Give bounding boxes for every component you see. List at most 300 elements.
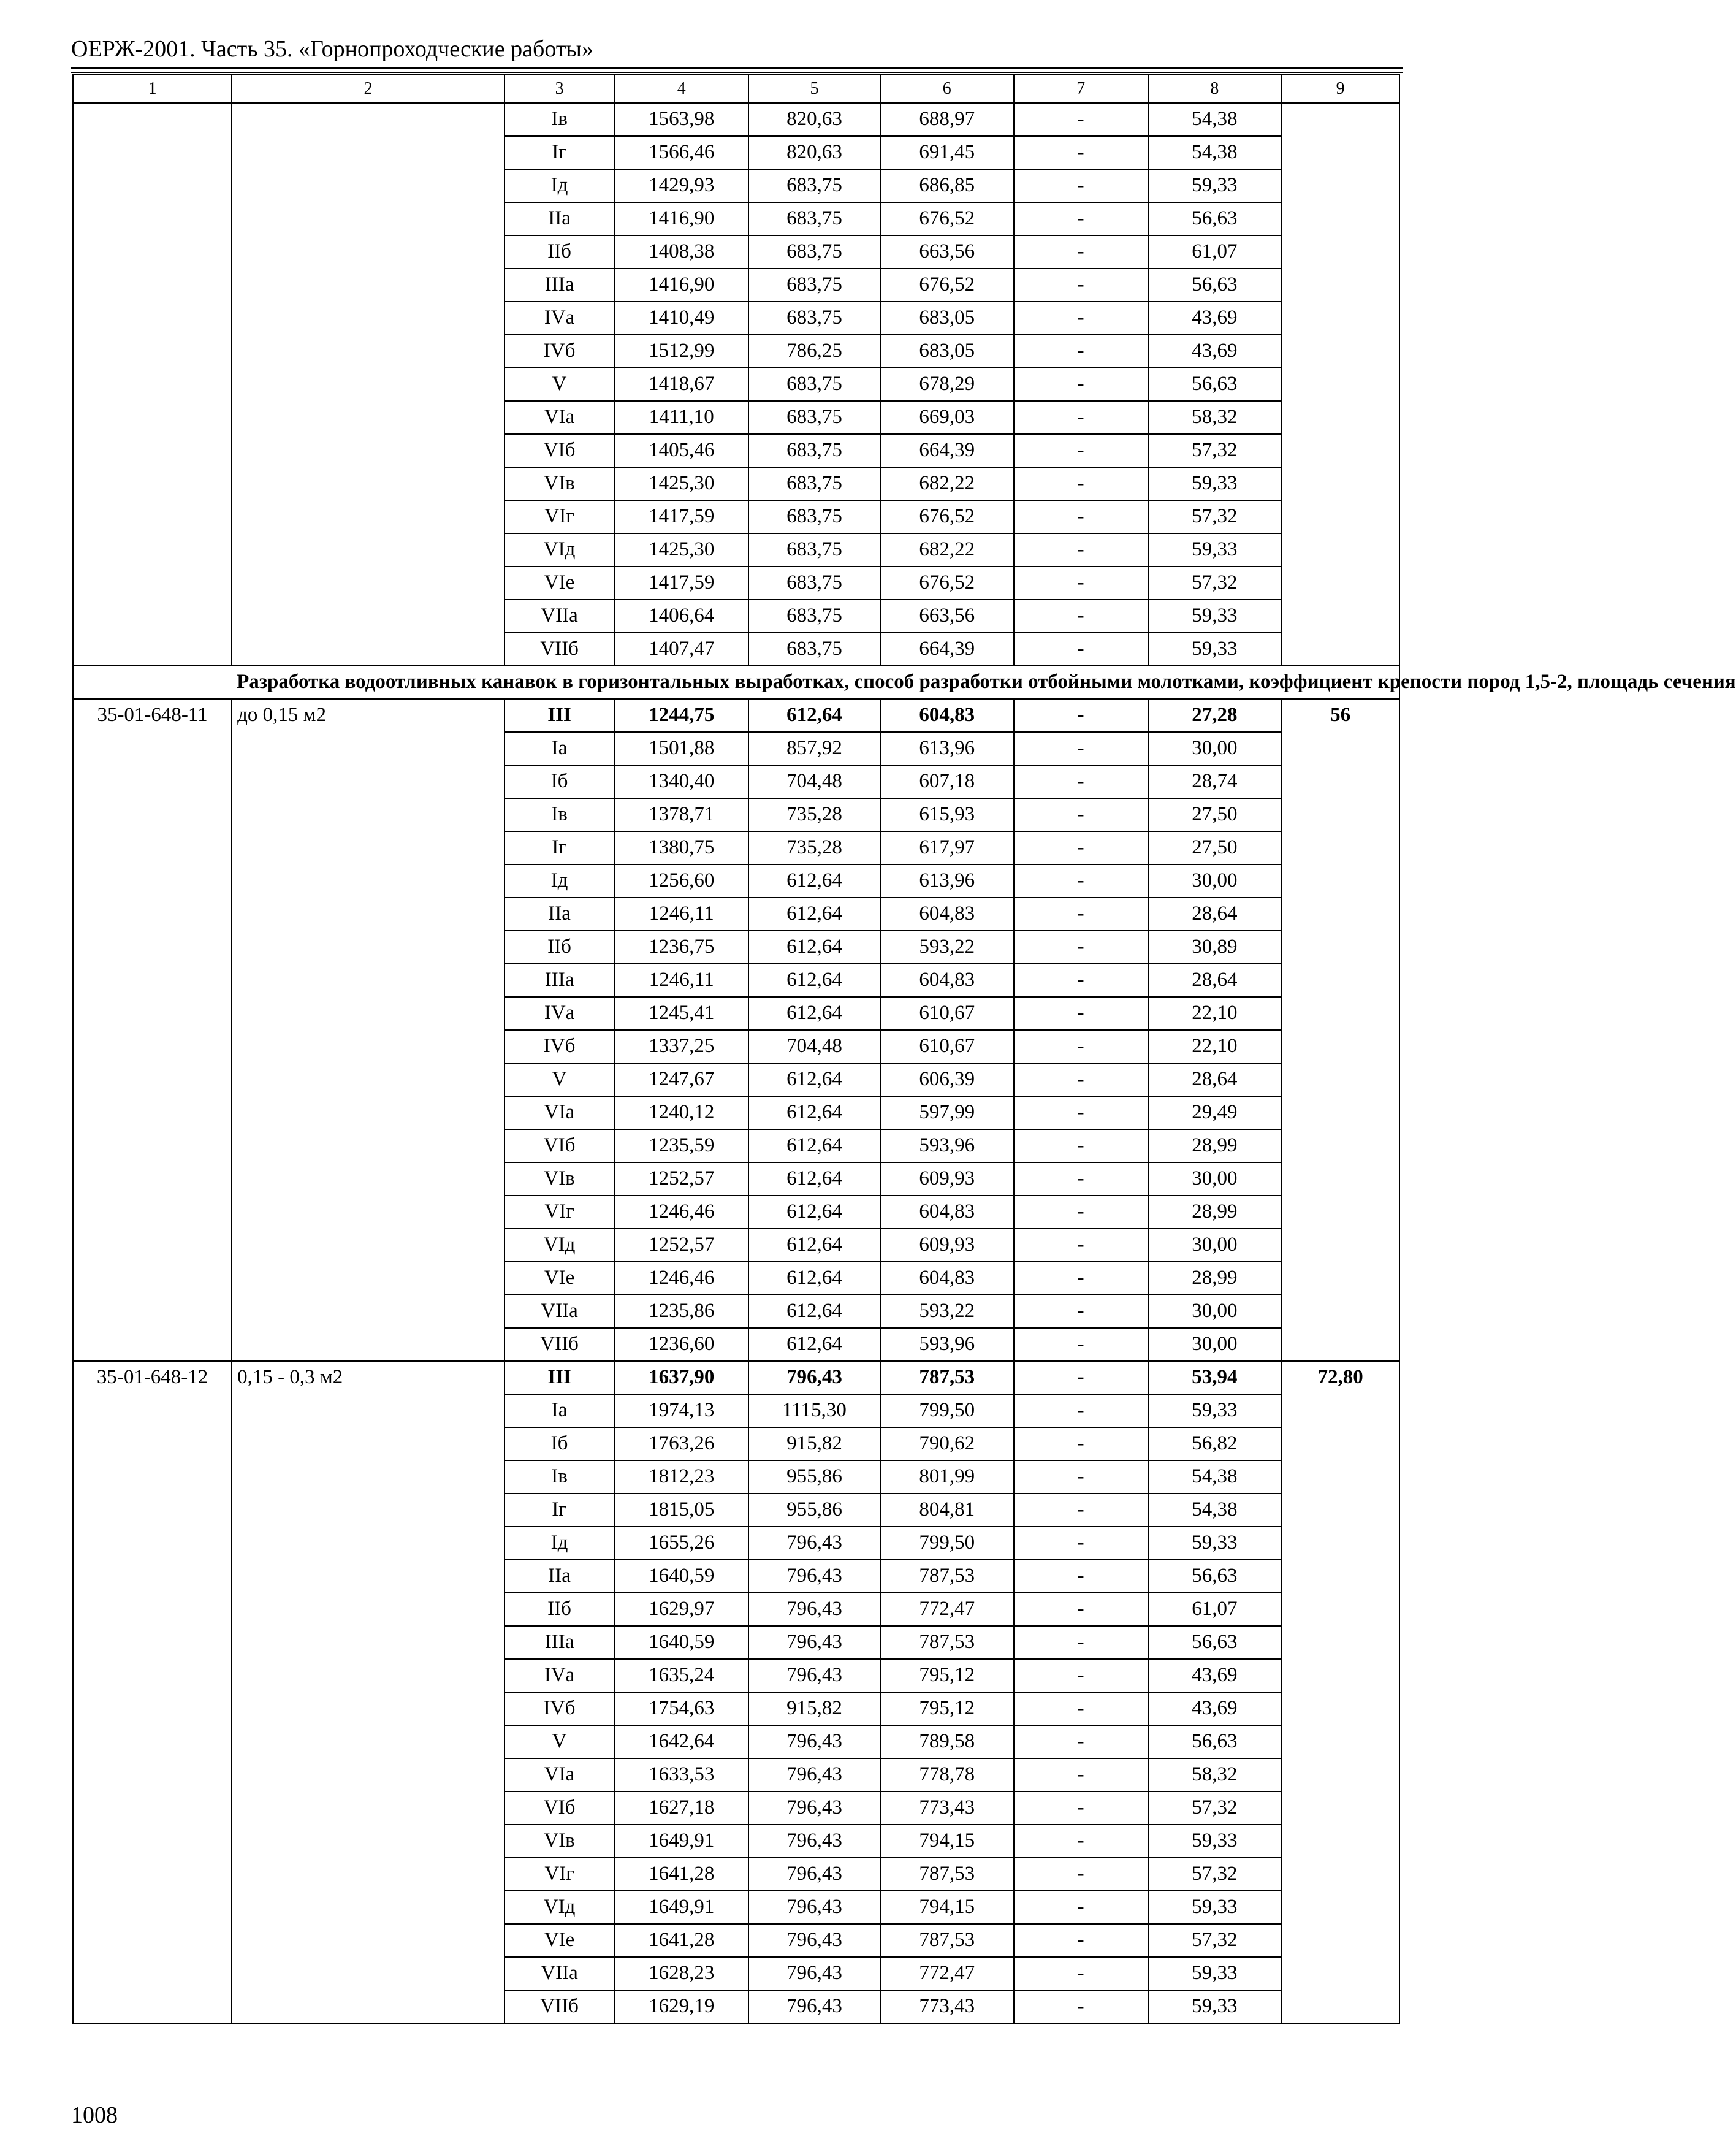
labor-cell: 56,63	[1148, 1725, 1282, 1758]
wages-cell: 683,75	[748, 202, 880, 235]
labor-cell: 59,33	[1148, 1891, 1282, 1924]
machines-cell: 790,62	[880, 1427, 1014, 1460]
labor-cell: 30,00	[1148, 1162, 1282, 1196]
wages-cell: 796,43	[748, 1626, 880, 1659]
total-cost-cell: 1637,90	[614, 1361, 748, 1394]
labor-cell: 56,63	[1148, 269, 1282, 302]
labor-cell: 54,38	[1148, 103, 1282, 136]
category-cell: IVб	[504, 1030, 614, 1063]
machines-cell: 789,58	[880, 1725, 1014, 1758]
materials-cell: -	[1014, 1659, 1148, 1692]
total-cost-cell: 1815,05	[614, 1494, 748, 1527]
item-col9: 72,80	[1281, 1361, 1399, 2023]
machines-cell: 663,56	[880, 235, 1014, 269]
category-cell: VIа	[504, 401, 614, 434]
category-cell: IIа	[504, 202, 614, 235]
labor-cell: 30,00	[1148, 1295, 1282, 1328]
category-cell: VIг	[504, 500, 614, 533]
category-cell: Iв	[504, 798, 614, 831]
materials-cell: -	[1014, 798, 1148, 831]
category-cell: VIв	[504, 1162, 614, 1196]
wages-cell: 796,43	[748, 1361, 880, 1394]
machines-cell: 795,12	[880, 1692, 1014, 1725]
category-cell: VIе	[504, 567, 614, 600]
machines-cell: 799,50	[880, 1394, 1014, 1427]
machines-cell: 593,22	[880, 931, 1014, 964]
labor-cell: 61,07	[1148, 235, 1282, 269]
category-cell: VIд	[504, 533, 614, 567]
machines-cell: 787,53	[880, 1361, 1014, 1394]
total-cost-cell: 1629,19	[614, 1990, 748, 2023]
category-cell: IVб	[504, 1692, 614, 1725]
category-cell: V	[504, 1063, 614, 1096]
wages-cell: 683,75	[748, 401, 880, 434]
category-cell: IVа	[504, 1659, 614, 1692]
labor-cell: 57,32	[1148, 1858, 1282, 1891]
wages-cell: 612,64	[748, 864, 880, 898]
labor-cell: 57,32	[1148, 567, 1282, 600]
total-cost-cell: 1246,46	[614, 1196, 748, 1229]
machines-cell: 787,53	[880, 1924, 1014, 1957]
labor-cell: 56,63	[1148, 1626, 1282, 1659]
machines-cell: 773,43	[880, 1791, 1014, 1825]
labor-cell: 53,94	[1148, 1361, 1282, 1394]
table-row	[73, 103, 1399, 136]
wages-cell: 683,75	[748, 235, 880, 269]
category-cell: IIа	[504, 898, 614, 931]
column-number: 1	[73, 75, 232, 103]
name-cell	[232, 103, 504, 666]
total-cost-cell: 1754,63	[614, 1692, 748, 1725]
materials-cell: -	[1014, 898, 1148, 931]
materials-cell: -	[1014, 1891, 1148, 1924]
materials-cell: -	[1014, 1560, 1148, 1593]
machines-cell: 604,83	[880, 1196, 1014, 1229]
category-cell: Iд	[504, 1527, 614, 1560]
materials-cell: -	[1014, 1030, 1148, 1063]
machines-cell: 683,05	[880, 335, 1014, 368]
materials-cell: -	[1014, 434, 1148, 467]
materials-cell: -	[1014, 1758, 1148, 1791]
item-code: 35-01-648-12	[73, 1361, 232, 2023]
machines-cell: 772,47	[880, 1957, 1014, 1990]
labor-cell: 57,32	[1148, 1791, 1282, 1825]
materials-cell: -	[1014, 1494, 1148, 1527]
total-cost-cell: 1244,75	[614, 699, 748, 732]
wages-cell: 612,64	[748, 964, 880, 997]
category-cell: VIа	[504, 1096, 614, 1129]
total-cost-cell: 1407,47	[614, 633, 748, 666]
materials-cell: -	[1014, 1162, 1148, 1196]
total-cost-cell: 1406,64	[614, 600, 748, 633]
total-cost-cell: 1627,18	[614, 1791, 748, 1825]
materials-cell: -	[1014, 1924, 1148, 1957]
total-cost-cell: 1418,67	[614, 368, 748, 401]
labor-cell: 61,07	[1148, 1593, 1282, 1626]
machines-cell: 787,53	[880, 1858, 1014, 1891]
materials-cell: -	[1014, 1361, 1148, 1394]
wages-cell: 683,75	[748, 302, 880, 335]
machines-cell: 607,18	[880, 765, 1014, 798]
materials-cell: -	[1014, 997, 1148, 1030]
category-cell: VIе	[504, 1924, 614, 1957]
wages-cell: 704,48	[748, 765, 880, 798]
labor-cell: 27,50	[1148, 831, 1282, 864]
wages-cell: 683,75	[748, 633, 880, 666]
category-cell: Iд	[504, 169, 614, 202]
machines-cell: 683,05	[880, 302, 1014, 335]
category-cell: VIд	[504, 1229, 614, 1262]
labor-cell: 28,74	[1148, 765, 1282, 798]
materials-cell: -	[1014, 732, 1148, 765]
materials-cell: -	[1014, 1990, 1148, 2023]
machines-cell: 606,39	[880, 1063, 1014, 1096]
item-col9: 56	[1281, 699, 1399, 1361]
wages-cell: 612,64	[748, 1196, 880, 1229]
materials-cell: -	[1014, 1196, 1148, 1229]
wages-cell: 735,28	[748, 798, 880, 831]
category-cell: Iг	[504, 1494, 614, 1527]
wages-cell: 796,43	[748, 1924, 880, 1957]
wages-cell: 796,43	[748, 1560, 880, 1593]
machines-cell: 682,22	[880, 467, 1014, 500]
machines-cell: 773,43	[880, 1990, 1014, 2023]
total-cost-cell: 1378,71	[614, 798, 748, 831]
wages-cell: 820,63	[748, 103, 880, 136]
category-cell: VIв	[504, 467, 614, 500]
labor-cell: 57,32	[1148, 500, 1282, 533]
category-cell: V	[504, 1725, 614, 1758]
total-cost-cell: 1411,10	[614, 401, 748, 434]
materials-cell: -	[1014, 202, 1148, 235]
machines-cell: 794,15	[880, 1825, 1014, 1858]
wages-cell: 683,75	[748, 269, 880, 302]
total-cost-cell: 1337,25	[614, 1030, 748, 1063]
labor-cell: 27,28	[1148, 699, 1282, 732]
section-heading-blank	[73, 666, 232, 699]
materials-cell: -	[1014, 633, 1148, 666]
machines-cell: 615,93	[880, 798, 1014, 831]
category-cell: IIIа	[504, 964, 614, 997]
item-name: 0,15 - 0,3 м2	[232, 1361, 504, 2023]
labor-cell: 30,00	[1148, 732, 1282, 765]
materials-cell: -	[1014, 1957, 1148, 1990]
materials-cell: -	[1014, 567, 1148, 600]
category-cell: V	[504, 368, 614, 401]
wages-cell: 796,43	[748, 1659, 880, 1692]
wages-cell: 612,64	[748, 1262, 880, 1295]
machines-cell: 795,12	[880, 1659, 1014, 1692]
machines-cell: 799,50	[880, 1527, 1014, 1560]
machines-cell: 613,96	[880, 864, 1014, 898]
total-cost-cell: 1410,49	[614, 302, 748, 335]
total-cost-cell: 1246,11	[614, 898, 748, 931]
materials-cell: -	[1014, 467, 1148, 500]
item-code: 35-01-648-11	[73, 699, 232, 1361]
wages-cell: 915,82	[748, 1692, 880, 1725]
category-cell: VIд	[504, 1891, 614, 1924]
wages-cell: 820,63	[748, 136, 880, 169]
category-cell: VIв	[504, 1825, 614, 1858]
materials-cell: -	[1014, 1394, 1148, 1427]
machines-cell: 610,67	[880, 1030, 1014, 1063]
wages-cell: 955,86	[748, 1494, 880, 1527]
total-cost-cell: 1417,59	[614, 567, 748, 600]
machines-cell: 593,96	[880, 1129, 1014, 1162]
total-cost-cell: 1641,28	[614, 1924, 748, 1957]
materials-cell: -	[1014, 1063, 1148, 1096]
labor-cell: 30,89	[1148, 931, 1282, 964]
total-cost-cell: 1649,91	[614, 1891, 748, 1924]
wages-cell: 683,75	[748, 567, 880, 600]
labor-cell: 30,00	[1148, 1328, 1282, 1361]
total-cost-cell: 1236,75	[614, 931, 748, 964]
section-heading: Разработка водоотливных канавок в горизонтальных выработках, способ разработки отбойными молотками, коэффициент крепости пород 1,5-2, площадь сечения	[232, 666, 1399, 699]
wages-cell: 955,86	[748, 1460, 880, 1494]
machines-cell: 664,39	[880, 434, 1014, 467]
running-header: ОЕРЖ-2001. Часть 35. «Горнопроходческие работы»	[71, 36, 593, 62]
total-cost-cell: 1416,90	[614, 269, 748, 302]
total-cost-cell: 1641,28	[614, 1858, 748, 1891]
category-cell: VIг	[504, 1858, 614, 1891]
total-cost-cell: 1429,93	[614, 169, 748, 202]
total-cost-cell: 1252,57	[614, 1162, 748, 1196]
total-cost-cell: 1640,59	[614, 1626, 748, 1659]
category-cell: III	[504, 699, 614, 732]
category-cell: IVа	[504, 302, 614, 335]
wages-cell: 786,25	[748, 335, 880, 368]
wages-cell: 612,64	[748, 699, 880, 732]
machines-cell: 664,39	[880, 633, 1014, 666]
machines-cell: 676,52	[880, 202, 1014, 235]
wages-cell: 683,75	[748, 533, 880, 567]
column-number: 7	[1014, 75, 1148, 103]
materials-cell: -	[1014, 1262, 1148, 1295]
total-cost-cell: 1649,91	[614, 1825, 748, 1858]
wages-cell: 704,48	[748, 1030, 880, 1063]
category-cell: IIIа	[504, 1626, 614, 1659]
wages-cell: 796,43	[748, 1725, 880, 1758]
category-cell: VIб	[504, 1791, 614, 1825]
header-rule	[71, 67, 1403, 69]
wages-cell: 796,43	[748, 1891, 880, 1924]
materials-cell: -	[1014, 269, 1148, 302]
total-cost-cell: 1405,46	[614, 434, 748, 467]
category-cell: Iа	[504, 732, 614, 765]
labor-cell: 56,63	[1148, 202, 1282, 235]
column-number: 3	[504, 75, 614, 103]
wages-cell: 796,43	[748, 1990, 880, 2023]
total-cost-cell: 1974,13	[614, 1394, 748, 1427]
labor-cell: 59,33	[1148, 600, 1282, 633]
materials-cell: -	[1014, 235, 1148, 269]
machines-cell: 787,53	[880, 1626, 1014, 1659]
category-cell: VIIб	[504, 633, 614, 666]
labor-cell: 28,99	[1148, 1262, 1282, 1295]
materials-cell: -	[1014, 831, 1148, 864]
materials-cell: -	[1014, 1295, 1148, 1328]
code-cell	[73, 103, 232, 666]
category-cell: IIIа	[504, 269, 614, 302]
materials-cell: -	[1014, 368, 1148, 401]
wages-cell: 612,64	[748, 1063, 880, 1096]
machines-cell: 593,22	[880, 1295, 1014, 1328]
materials-cell: -	[1014, 335, 1148, 368]
total-cost-cell: 1655,26	[614, 1527, 748, 1560]
materials-cell: -	[1014, 169, 1148, 202]
wages-cell: 796,43	[748, 1825, 880, 1858]
materials-cell: -	[1014, 864, 1148, 898]
total-cost-cell: 1501,88	[614, 732, 748, 765]
machines-cell: 604,83	[880, 699, 1014, 732]
wages-cell: 612,64	[748, 1162, 880, 1196]
wages-cell: 612,64	[748, 1096, 880, 1129]
labor-cell: 57,32	[1148, 434, 1282, 467]
total-cost-cell: 1763,26	[614, 1427, 748, 1460]
labor-cell: 59,33	[1148, 1527, 1282, 1560]
materials-cell: -	[1014, 1328, 1148, 1361]
col9-cell	[1281, 103, 1399, 666]
materials-cell: -	[1014, 302, 1148, 335]
category-cell: VIIа	[504, 1295, 614, 1328]
materials-cell: -	[1014, 1229, 1148, 1262]
total-cost-cell: 1380,75	[614, 831, 748, 864]
wages-cell: 612,64	[748, 1295, 880, 1328]
column-number: 8	[1148, 75, 1282, 103]
labor-cell: 43,69	[1148, 1659, 1282, 1692]
wages-cell: 612,64	[748, 931, 880, 964]
column-number: 5	[748, 75, 880, 103]
machines-cell: 604,83	[880, 964, 1014, 997]
total-cost-cell: 1563,98	[614, 103, 748, 136]
labor-cell: 27,50	[1148, 798, 1282, 831]
labor-cell: 54,38	[1148, 1460, 1282, 1494]
machines-cell: 617,97	[880, 831, 1014, 864]
labor-cell: 59,33	[1148, 533, 1282, 567]
materials-cell: -	[1014, 1626, 1148, 1659]
category-cell: VIа	[504, 1758, 614, 1791]
machines-cell: 676,52	[880, 500, 1014, 533]
category-cell: IIб	[504, 931, 614, 964]
wages-cell: 612,64	[748, 1229, 880, 1262]
category-cell: Iг	[504, 136, 614, 169]
machines-cell: 691,45	[880, 136, 1014, 169]
total-cost-cell: 1240,12	[614, 1096, 748, 1129]
total-cost-cell: 1256,60	[614, 864, 748, 898]
wages-cell: 915,82	[748, 1427, 880, 1460]
labor-cell: 29,49	[1148, 1096, 1282, 1129]
materials-cell: -	[1014, 1527, 1148, 1560]
labor-cell: 30,00	[1148, 864, 1282, 898]
machines-cell: 801,99	[880, 1460, 1014, 1494]
wages-cell: 612,64	[748, 997, 880, 1030]
total-cost-cell: 1246,11	[614, 964, 748, 997]
machines-cell: 688,97	[880, 103, 1014, 136]
materials-cell: -	[1014, 1427, 1148, 1460]
labor-cell: 56,82	[1148, 1427, 1282, 1460]
materials-cell: -	[1014, 103, 1148, 136]
wages-cell: 683,75	[748, 434, 880, 467]
labor-cell: 43,69	[1148, 335, 1282, 368]
machines-cell: 669,03	[880, 401, 1014, 434]
machines-cell: 678,29	[880, 368, 1014, 401]
total-cost-cell: 1628,23	[614, 1957, 748, 1990]
wages-cell: 796,43	[748, 1527, 880, 1560]
wages-cell: 796,43	[748, 1758, 880, 1791]
wages-cell: 796,43	[748, 1858, 880, 1891]
total-cost-cell: 1640,59	[614, 1560, 748, 1593]
materials-cell: -	[1014, 401, 1148, 434]
table-row	[73, 699, 1399, 732]
column-number: 9	[1281, 75, 1399, 103]
wages-cell: 796,43	[748, 1791, 880, 1825]
labor-cell: 59,33	[1148, 1825, 1282, 1858]
wages-cell: 683,75	[748, 467, 880, 500]
labor-cell: 54,38	[1148, 1494, 1282, 1527]
total-cost-cell: 1633,53	[614, 1758, 748, 1791]
total-cost-cell: 1408,38	[614, 235, 748, 269]
category-cell: VIIб	[504, 1328, 614, 1361]
category-cell: Iв	[504, 1460, 614, 1494]
machines-cell: 676,52	[880, 269, 1014, 302]
wages-cell: 683,75	[748, 368, 880, 401]
machines-cell: 613,96	[880, 732, 1014, 765]
machines-cell: 794,15	[880, 1891, 1014, 1924]
labor-cell: 59,33	[1148, 1394, 1282, 1427]
total-cost-cell: 1425,30	[614, 533, 748, 567]
machines-cell: 772,47	[880, 1593, 1014, 1626]
wages-cell: 683,75	[748, 500, 880, 533]
materials-cell: -	[1014, 600, 1148, 633]
machines-cell: 610,67	[880, 997, 1014, 1030]
category-cell: VIб	[504, 1129, 614, 1162]
wages-cell: 1115,30	[748, 1394, 880, 1427]
category-cell: III	[504, 1361, 614, 1394]
machines-cell: 787,53	[880, 1560, 1014, 1593]
labor-cell: 28,64	[1148, 964, 1282, 997]
category-cell: VIIа	[504, 600, 614, 633]
labor-cell: 28,64	[1148, 898, 1282, 931]
category-cell: Iв	[504, 103, 614, 136]
category-cell: IIб	[504, 235, 614, 269]
header-rule	[71, 72, 1403, 73]
machines-cell: 593,96	[880, 1328, 1014, 1361]
machines-cell: 609,93	[880, 1229, 1014, 1262]
materials-cell: -	[1014, 136, 1148, 169]
materials-cell: -	[1014, 1593, 1148, 1626]
materials-cell: -	[1014, 1791, 1148, 1825]
machines-cell: 676,52	[880, 567, 1014, 600]
labor-cell: 56,63	[1148, 368, 1282, 401]
labor-cell: 28,99	[1148, 1196, 1282, 1229]
wages-cell: 612,64	[748, 898, 880, 931]
total-cost-cell: 1236,60	[614, 1328, 748, 1361]
column-number: 6	[880, 75, 1014, 103]
category-cell: Iд	[504, 864, 614, 898]
machines-cell: 604,83	[880, 898, 1014, 931]
materials-cell: -	[1014, 765, 1148, 798]
materials-cell: -	[1014, 699, 1148, 732]
category-cell: VIг	[504, 1196, 614, 1229]
category-cell: IVб	[504, 335, 614, 368]
category-cell: IIа	[504, 1560, 614, 1593]
wages-cell: 796,43	[748, 1957, 880, 1990]
materials-cell: -	[1014, 1825, 1148, 1858]
materials-cell: -	[1014, 964, 1148, 997]
total-cost-cell: 1235,86	[614, 1295, 748, 1328]
section-heading-row	[73, 666, 1399, 699]
materials-cell: -	[1014, 1692, 1148, 1725]
